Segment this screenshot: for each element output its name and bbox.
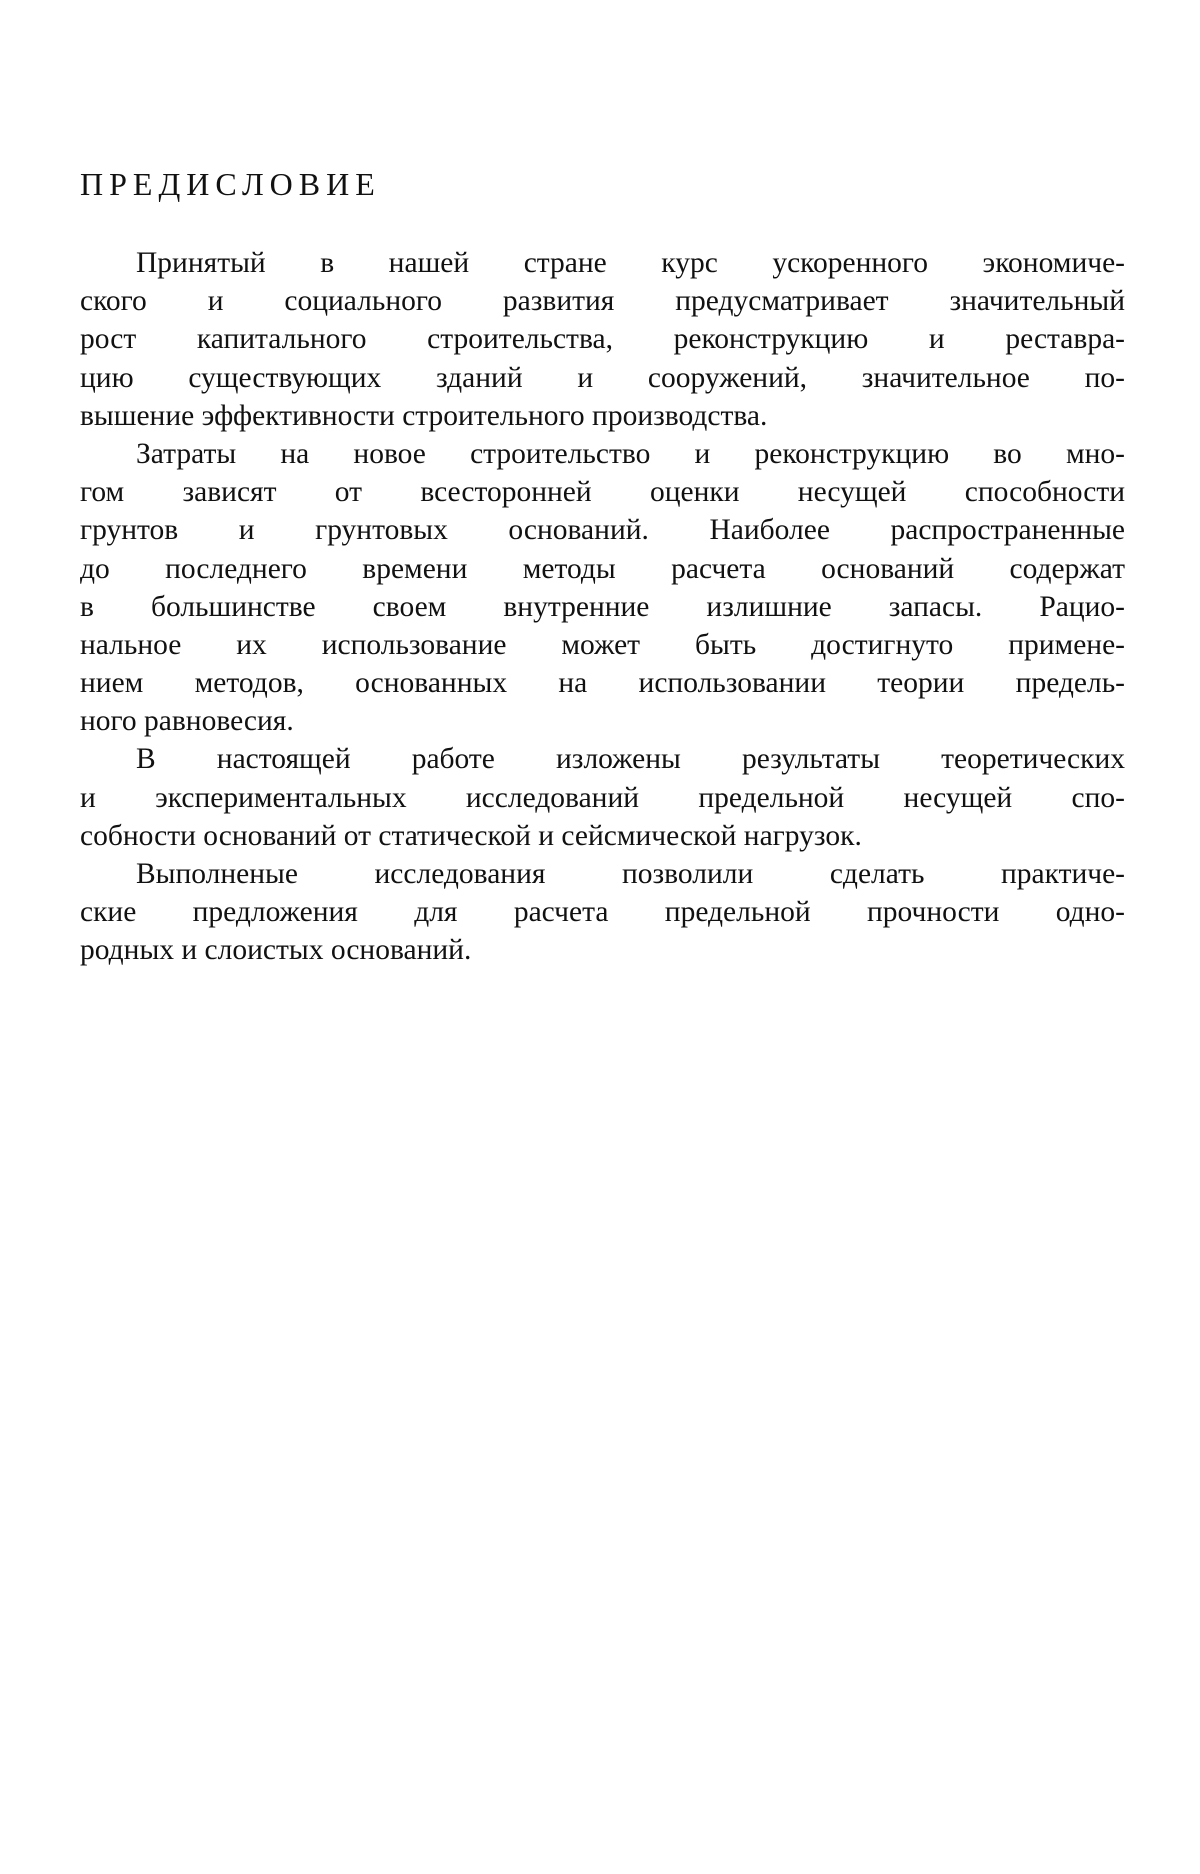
text-line: В настоящей работе изложены результаты теоретических xyxy=(136,743,1125,776)
text-line: до последнего времени методы расчета оснований содержат xyxy=(80,552,1125,585)
text-line: ские предложения для расчета предельной прочности одно- xyxy=(80,896,1125,929)
text-line: собности оснований от статической и сейсмической нагрузок. xyxy=(80,819,862,852)
text-line: вышение эффективности строительного производства. xyxy=(80,399,768,432)
text-line: нием методов, основанных на использовании теории предель- xyxy=(80,667,1125,700)
text-line: ного равновесия. xyxy=(80,705,294,738)
text-line: Затраты на новое строительство и реконструкцию во мно- xyxy=(136,437,1125,470)
text-line: ского и социального развития предусматривает значительный xyxy=(80,285,1125,318)
text-line: нальное их использование может быть достигнуто примене- xyxy=(80,628,1125,661)
text-line: грунтов и грунтовых оснований. Наиболее распространенные xyxy=(80,514,1125,547)
text-line: и экспериментальных исследований предельной несущей спо- xyxy=(80,781,1125,814)
preface-body xyxy=(80,244,1125,970)
paragraph-3 xyxy=(80,740,1125,855)
text-line: Выполненые исследования позволили сделать практиче- xyxy=(136,858,1125,890)
text-line: гом зависят от всесторонней оценки несущей способности xyxy=(80,476,1125,509)
paragraph-2 xyxy=(80,435,1125,741)
text-line: цию существующих зданий и сооружений, значительное по- xyxy=(80,361,1125,394)
paragraph-4 xyxy=(80,855,1125,970)
page-title: ПРЕДИСЛОВИЕ xyxy=(80,166,381,202)
text-line: Принятый в нашей стране курс ускоренного экономиче- xyxy=(136,247,1125,279)
text-line: родных и слоистых оснований. xyxy=(80,934,472,967)
text-line: рост капитального строительства, реконструкцию и реставра- xyxy=(80,323,1125,356)
paragraph-1 xyxy=(80,244,1125,435)
text-line: в большинстве своем внутренние излишние запасы. Рацио- xyxy=(80,590,1125,623)
